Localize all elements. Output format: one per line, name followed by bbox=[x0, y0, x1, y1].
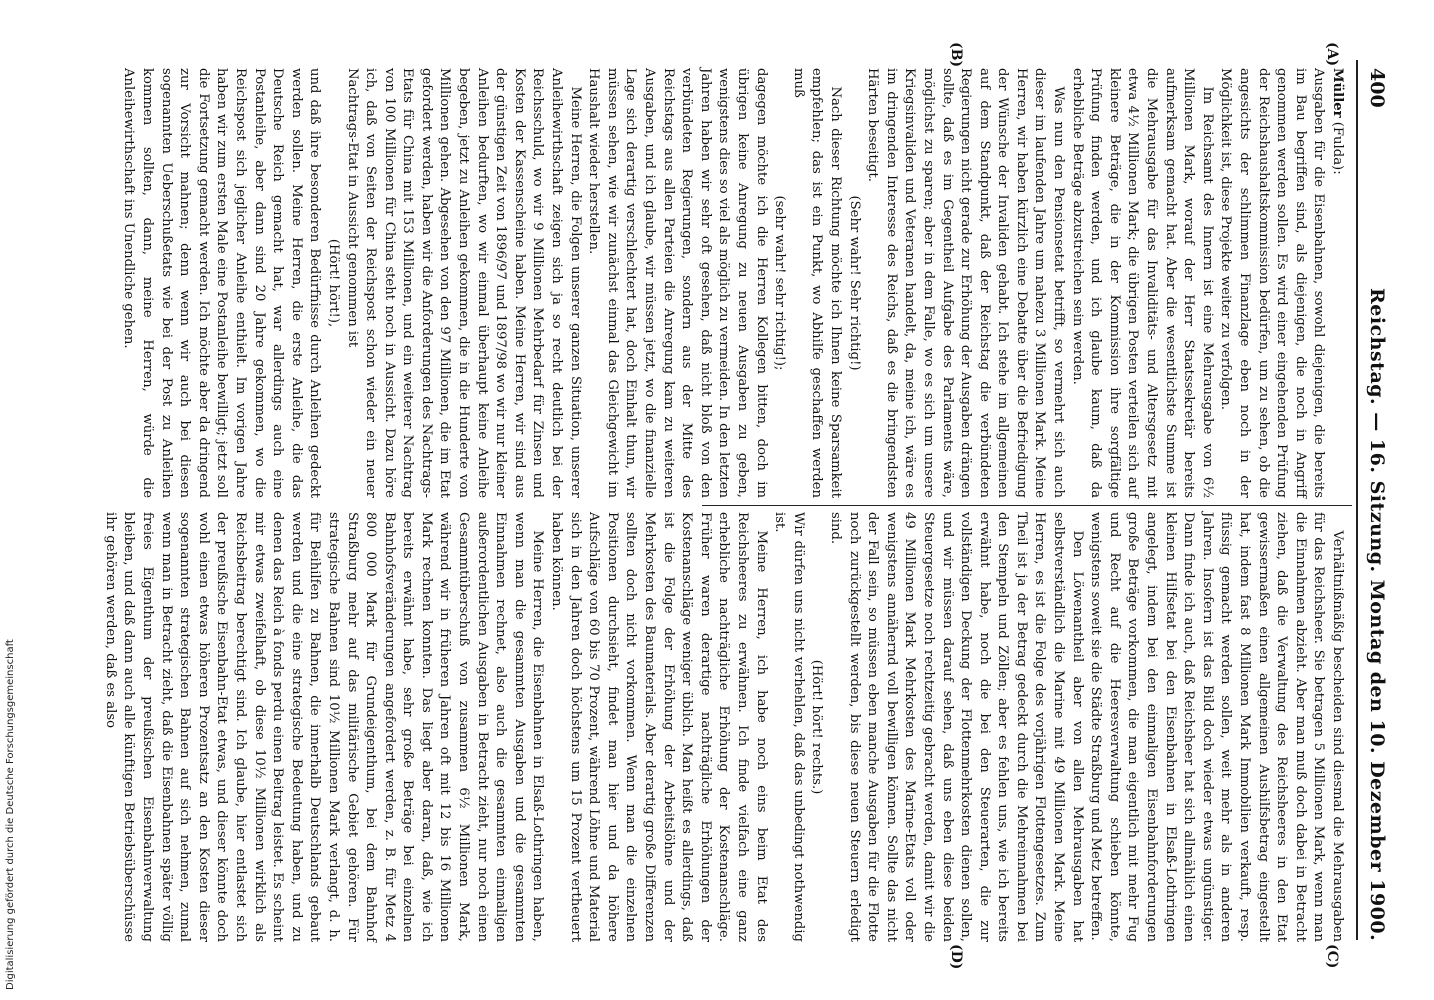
paragraph: Verhältnißmäßig bescheiden sind diesmal die Mehrausgaben für das Reichsheer. Sie betragen 5 Millionen Mark, wenn man die Einnahmen abzieht. Aber man muß doch dabei in Betracht ziehen, daß die Verwaltung des Reichsheeres in den Etat gewissermaßen einen allgemeinen Aushilfsbetrag eingestellt hat, indem fast 8 Millionen Mark Immobilien verkauft, resp. flüssig gemacht werden sollen, weit mehr als in anderen Jahren. Insofern ist das Bild doch wieder etwas ungünstiger. Dann finde ich auch, daß Reichsheer hat sich allmählich einen kleinen Hilfsetat bei den Eisenbahnen in Elsaß-Lothringen angelegt, indem bei den einmaligen Eisenbahnforderungen große Beträge vorkommen, die man eigentlich mit mehr Fug und Recht auf die Heeresverwaltung schieben könnte, wenigstens soweit sie die Städte Straßburg und Metz betreffen. bbox=[1088, 512, 1345, 942]
interjection: (sehr wahr! sehr richtig!); bbox=[772, 195, 788, 371]
margin-marker-c: (C) bbox=[1324, 944, 1340, 969]
paragraph: Was nun den Pensionsetat betrifft, so vermehrt sich auch dieser im laufenden Jahre um nahezu 3 Millionen Mark. Meine Herren, wir haben kürzlich eine Debatte über die Befriedigung der Wünsche der Invaliden gehabt. Ich stehe im allgemeinen auf dem Standpunkt, daß der Reichstag die verbündeten Regierungen nicht gerade zur Erhöhung der Ausgaben drängen sollte, daß es im Gegentheil Aufgabe des Parlaments wäre, möglichst zu sparen; aber in dem Falle, wo es sich um unsere Kriegsinvaliden und Veteranen handelt, da, meine ich, wäre es im dringenden Interesse des Reichs, daß es die bringendsten Härten beseitigt. bbox=[865, 68, 1067, 498]
paragraph: Meine Herren, die Folgen unserer ganzen Situation, unserer Anleihewirthschaft zeigen sich ja so recht deutlich bei der Reichsschuld, wo wir 9 Millionen Mehrbedarf für Zinsen und Kosten der Kassenscheine haben. Meine Herren, wir sind aus der günstigen Zeit von 1896/97 und 1897/98 wo wir nur kleiner Anleihen bedurften, wo wir einmal überhaupt keine Anleihe begeben, jetzt zu Anleihen gekommen, die in die Hunderte von Millionen gehen. Abgesehen von den 97 Millionen, die im Etat gefordert werden, haben wir die Anforderungen des Nachtrags-Etats für China mit 153 Millionen, und ein weiterer Nachtrag von 100 Millionen für China steht noch in Aussicht. Dazu höre ich, daß von Seiten der Reichspost schon wieder ein neuer Nachtrags-Etat in Aussicht genommen ist bbox=[344, 68, 583, 498]
margin-marker-d: (D) bbox=[948, 944, 964, 970]
paragraph: Wir dürfen uns nicht verhehlen, daß das unbedingt nothwendig ist. bbox=[772, 512, 806, 942]
speaker-note: (Fulda): bbox=[1330, 121, 1345, 175]
paragraph: Meine Herren, die Eisenbahnen in Elsaß-Lothringen haben, wenn man die gesammten Ausgaben und die gesammten Einnahmen rechnet, also auch die gesammten einmaligen außerordentlichen Ausgaben in Betracht zieht, nur noch einen Gesammtüberschuß von zusammen 6½ Millionen Mark, während wir in früheren Jahren oft mit 12 bis 16 Millionen Mark rechnen konnten. Das liegt aber daran, daß, wie ich bereits erwähnt habe, sehr große Beträge bei einzelnen Bahnhofsveränderungen angefordert werden, z. B. für Metz 4 800 000 Mark für Grundeigenthum, bei dem Bahnhof Straßburg mehr auf das militärische Gebiet gehören. Für strategische Bahnen sind 10½ Millionen Mark verlangt, d. h. für Beihilfen zu Bahnen, die innerhalb Deutschlands gebaut werden und die eine strategische Bedeutung haben, und zu denen das Reich à fonds perdu einen Beitrag leistet. Es scheint mir etwas zweifelhaft, ob diese 10½ Millionen wirklich als Reichsbeitrag berechtigt sind. Ich glaube, hier entlastet sich der preußische Eisenbahn-Etat etwas, und dieser könnte doch wohl einen etwas höheren Prozentsatz an den Kosten dieser sogenannten strategischen Bahnen auf sich nehmen, zumal wenn man in Betracht zieht, daß die Eisenbahnen später völlig freies Eigenthum der preußischen Eisenbahnverwaltung bleiben, und daß dann auch alle künftigen Betriebsüberschüsse ihr gehören werden, daß es also bbox=[102, 512, 546, 942]
header-rule bbox=[1356, 60, 1358, 940]
paragraph: Meine Herren, ich habe noch eins beim Etat des Reichsheeres zu erwähnen. Ich finde vielfach eine ganz erhebliche nachträgliche Erhöhung der Kostenanschläge. Früher waren derartige nachträgliche Erhöhungen der Kostenanschläge weniger üblich. Man heißt es allerdings, daß ist die Folge der Erhöhung der Arbeitslöhne und der Mehrkosten des Baumaterials. Aber derartig große Differenzen sollten doch nicht vorkommen. Wenn man die einzelnen Positionen durchsieht, findet man hier und da höhere Aufschläge von 60 bis 70 Prozent, während Löhne und Material sich in den Jahren doch höchstens um 15 Prozent vertheuert haben können. bbox=[549, 512, 769, 942]
interjection: (Sehr wahr! Sehr richtig!) bbox=[846, 195, 862, 371]
page-title: Reichstag. — 16. Sitzung. Montag den 10. Dezember 1900. bbox=[1366, 288, 1388, 942]
margin-marker-a: (A) bbox=[1324, 42, 1340, 67]
interjection: (Hört! hört! rechts.) bbox=[809, 659, 825, 795]
paragraph: Nach dieser Richtung möchte ich Ihnen keine Sparsamkeit empfehlen; das ist ein Punkt, wo Abhilfe geschaffen werden muß bbox=[790, 68, 843, 498]
paragraph: Ausgaben für die Eisenbahnen, sowohl diejenigen, die bereits im Bau begriffen sind, als diejenigen, die noch in Angriff genommen werden sollen. Es wird einer eingehenden Prüfung der Reichshaushaltskommission bedürfen, um zu sehen, ob die angesichts der schlimmen Finanzlage eben noch in der Möglichkeit ist, diese Projekte weiter zu verfolgen. bbox=[1218, 68, 1327, 498]
column-divider bbox=[702, 505, 1352, 506]
right-column bbox=[102, 512, 1346, 942]
paragraph: dagegen möchte ich die Herren Kollegen bitten, doch im übrigen keine Anregung zu neuen Ausgaben zu geben, wenigstens dies so viel als möglich zu vermeiden. In den letzten Jahren haben wir sehr oft gesehen, daß nicht bloß von den verbündeten Regierungen, sondern aus der Mitte des Reichstags aus allen Parteien die Anregung kam zu weiteren Ausgaben, und ich glaube, wir müssen jetzt, wo die finanzielle Lage sich derartig verschlechtert hat, doch Einhalt thun, wir müssen sehen, wie wir zunächst einmal das Gleichgewicht im Haushalt wieder herstellen. bbox=[586, 68, 769, 498]
interjection: (Hört! hört!), bbox=[325, 238, 341, 328]
page-header bbox=[1360, 68, 1394, 958]
margin-marker-b: (B) bbox=[948, 42, 964, 68]
speaker-name: Müller bbox=[1330, 68, 1345, 118]
page-number: 400 bbox=[1366, 68, 1388, 108]
speaker-line bbox=[1327, 68, 1346, 498]
digitization-credit: Digitalisierung gefördert durch die Deutsche Forschungsgemeinschaft bbox=[5, 639, 16, 990]
paragraph: Im Reichsamt des Innern ist eine Mehrausgabe von 6½ Millionen Mark, worauf der Herr Staatssekretär bereits aufmerksam gemacht hat. Aber die wesentlichste Summe ist die Mehrausgabe für das Invaliditäts- und Altersgesetz mit etwa 4½ Millionen Mark; die übrigen Posten verteilen sich auf kleinere Beträge, die in der Kommission ihre sorgfältige Prüfung finden werden, und ich glaube kaum, daß da erhebliche Beträge abzustreichen sein werden. bbox=[1069, 68, 1215, 498]
paragraph: und daß ihre besonderen Bedürfnisse durch Anleihen gedeckt werden sollen. Meine Herren, die erste Anleihe, die das Deutsche Reich gemacht hat, war allerdings auch eine Postanleihe, aber dann sind 20 Jahre gekommen, wo die Reichspost sich jeglicher Anleihe enthielt. Im vorigen Jahre haben wir zum ersten Male eine Postanleihe bewilligt; jetzt soll die Fortsetzung gemacht werden. Ich möchte aber da dringend zur Vorsicht mahnen; denn wenn wir auch bei diesen sogenannten Ueberschußetats wie bei der Post zu Anleihen kommen sollten, dann, meine Herren, würde die Anleihewirthschaft ins Unendliche gehen. bbox=[121, 68, 323, 498]
left-column bbox=[121, 68, 1346, 498]
paragraph: Den Löwenantheil aber von allen Mehrausgaben hat selbstverständlich die Marine mit 49 Millionen Mark. Meine Herren, es ist die Folge des vorjährigen Flottengesetzes. Zum Theil ist ja der Betrag gedeckt durch die Mehreinnahmen bei den Stempeln und Zöllen; aber es fehlen uns, wie ich bereits erwähnt habe, noch die bei den Steuerarten, die zur vollständigen Deckung der Flottenmehrkosten dienen sollen, und wir müssen darauf sehen, daß uns eben diese beiden Steuergesetze noch rechtzeitig gebracht werden, damit wir die 49 Millionen Mark Mehrkosten des Marine-Etats voll oder wenigstens annähernd voll bewilligen können. Sollte das nicht der Fall sein, so müssen eben manche Ausgaben für die Flotte noch zurückgestellt werden, bis diese neuen Steuern erledigt sind. bbox=[827, 512, 1085, 942]
